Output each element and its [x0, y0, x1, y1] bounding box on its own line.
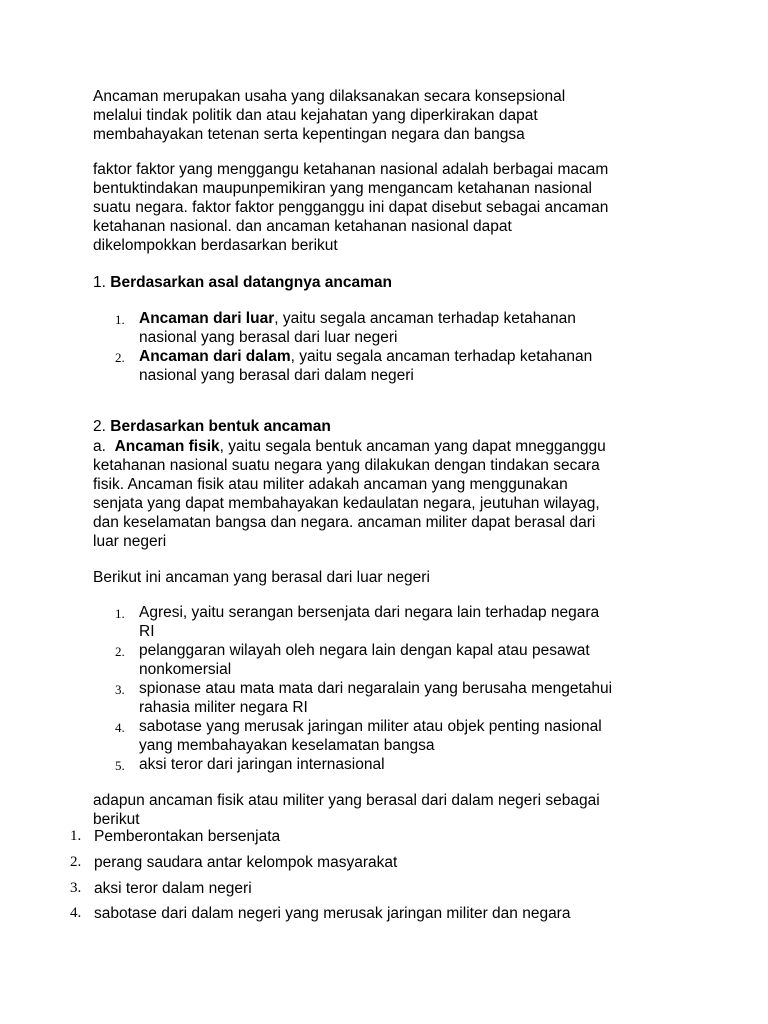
list-item-line: rahasia militer negara RI — [139, 699, 308, 716]
list-item-line: pelanggaran wilayah oleh negara lain dengan kapal atau pesawat — [139, 642, 590, 659]
list-item-line: spionase atau mata mata dari negaralain yang berusaha mengetahui — [139, 680, 613, 697]
list-number: 1. — [115, 606, 125, 621]
list-number: 3. — [70, 880, 82, 896]
list-item-text: perang saudara antar kelompok masyarakat — [94, 854, 398, 871]
list-item-text — [139, 603, 699, 641]
list-number: 2. — [115, 644, 125, 659]
list-item-text — [139, 679, 699, 717]
section2-number: 2. — [93, 418, 106, 435]
list-number: 2. — [70, 854, 82, 870]
list-number: 4. — [70, 905, 82, 921]
section2-heading — [93, 417, 331, 436]
item-rest: , yaitu segala ancaman terhadap ketahanan — [290, 348, 593, 365]
list-item-text: aksi teror dalam negeri — [94, 880, 252, 897]
list-item-line: nasional yang berasal dari luar negeri — [139, 329, 398, 346]
factors-line: bentuktindakan maupunpemikiran yang mengancam ketahanan nasional — [93, 180, 592, 197]
list-item-text — [139, 641, 699, 679]
list-item-line: RI — [139, 623, 155, 640]
item-rest: , yaitu segala ancaman terhadap ketahanan — [274, 310, 576, 327]
list-number: 3. — [115, 682, 125, 697]
list-number: 1. — [115, 312, 125, 327]
section2a-line: dan keselamatan bangsa dan negara. ancaman militer dapat berasal dari — [93, 514, 596, 531]
list-item-text: sabotase dari dalam negeri yang merusak jaringan militer dan negara — [94, 905, 571, 922]
item-bold: Ancaman dari dalam — [139, 348, 291, 365]
section1-number: 1. — [93, 274, 106, 291]
factors-line: dikelompokkan berdasarkan berikut — [93, 237, 338, 254]
intro-line: melalui tindak politik dan atau kejahatan yang diperkirakan dapat — [93, 107, 538, 124]
factors-line: suatu negara. faktor faktor pengganggu ini dapat disebut sebagai ancaman — [93, 199, 609, 216]
list-item-text — [139, 347, 699, 385]
list-item-text — [139, 755, 699, 774]
intro-line: Ancaman merupakan usaha yang dilaksanakan secara konsepsional — [93, 88, 566, 105]
list-number: 1. — [70, 828, 82, 844]
item-bold: Ancaman dari luar — [139, 310, 275, 327]
section2a-line: senjata yang dapat membahayakan kedaulatan negara, jeutuhan wilayag, — [93, 495, 600, 512]
external-intro: Berikut ini ancaman yang berasal dari luar negeri — [93, 569, 430, 586]
list-item-line: nasional yang berasal dari dalam negeri — [139, 367, 414, 384]
list-number: 2. — [115, 350, 125, 365]
section2a-prefix: a. — [93, 438, 106, 455]
section2a-line — [93, 437, 693, 456]
section2a-bold: Ancaman fisik — [114, 438, 220, 455]
list-item-text: Pemberontakan bersenjata — [94, 828, 281, 845]
internal-intro-line: adapun ancaman fisik atau militer yang berasal dari dalam negeri sebagai — [93, 792, 600, 809]
list-item-text — [139, 309, 699, 347]
list-item-text — [139, 717, 699, 755]
factors-line: ketahanan nasional. dan ancaman ketahanan nasional dapat — [93, 218, 512, 235]
section1-title: Berdasarkan asal datangnya ancaman — [110, 274, 392, 291]
factors-paragraph — [93, 160, 693, 255]
factors-line: faktor faktor yang menggangu ketahanan nasional adalah berbagai macam — [93, 161, 609, 178]
list-item-line: sabotase yang merusak jaringan militer atau objek penting nasional — [139, 718, 602, 735]
section2a-rest: , yaitu segala bentuk ancaman yang dapat mnegganggu — [219, 438, 606, 455]
intro-line: membahayakan tetenan serta kepentingan negara dan bangsa — [93, 126, 525, 143]
list-item-line — [139, 347, 699, 366]
list-number: 4. — [115, 720, 125, 735]
list-item-line: aksi teror dari jaringan internasional — [139, 756, 385, 773]
intro-paragraph — [93, 87, 693, 144]
section2-title: Berdasarkan bentuk ancaman — [110, 418, 331, 435]
list-item-line: Agresi, yaitu serangan bersenjata dari negara lain terhadap negara — [139, 604, 600, 621]
list-item-line: nonkomersial — [139, 661, 232, 678]
section1-heading — [93, 273, 392, 292]
section2a-line: fisik. Ancaman fisik atau militer adakah ancaman yang menggunakan — [93, 476, 568, 493]
list-number: 5. — [115, 758, 125, 773]
list-item-line: yang membahayakan keselamatan bangsa — [139, 737, 435, 754]
internal-intro — [93, 791, 693, 829]
section2a-line: luar negeri — [93, 533, 167, 550]
internal-intro-line: berikut — [93, 811, 140, 828]
section2a-line: ketahanan nasional suatu negara yang dilakukan dengan tindakan secara — [93, 457, 600, 474]
list-item-line — [139, 309, 699, 328]
section2a-paragraph — [93, 437, 693, 551]
